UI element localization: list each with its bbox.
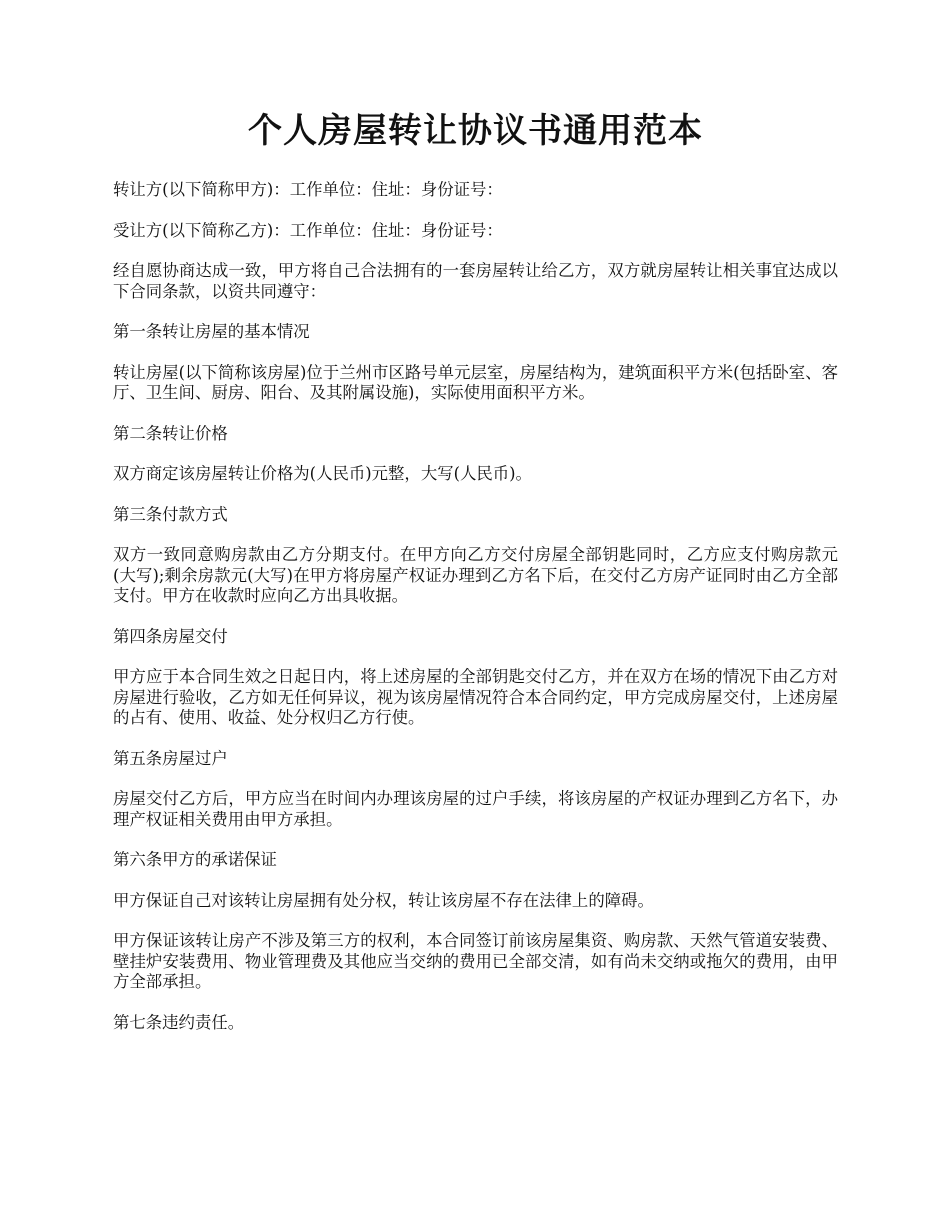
article-3-body: 双方一致同意购房款由乙方分期支付。在甲方向乙方交付房屋全部钥匙同时，乙方应支付购房款元(大写);剩余房款元(大写)在甲方将房屋产权证办理到乙方名下后，在交付乙方房产证同时由乙方全部支付。甲方在收款时应向乙方出具收据。 [113,545,838,605]
article-6-body-1: 甲方保证自己对该转让房屋拥有处分权，转让该房屋不存在法律上的障碍。 [113,890,654,910]
preamble-paragraph: 经自愿协商达成一致，甲方将自己合法拥有的一套房屋转让给乙方，双方就房屋转让相关事宜达成以下合同条款，以资共同遵守： [113,261,838,301]
article-6-heading: 第六条甲方的承诺保证 [113,850,277,869]
document-title: 个人房屋转让协议书通用范本 [248,111,703,151]
article-5-body: 房屋交付乙方后，甲方应当在时间内办理该房屋的过户手续，将该房屋的产权证办理到乙方名下，办理产权证相关费用由甲方承担。 [113,789,838,829]
article-2-body: 双方商定该房屋转让价格为(人民币)元整，大写(人民币)。 [113,464,532,483]
party-b-line: 受让方(以下简称乙方)：工作单位：住址：身份证号： [113,220,503,240]
party-a-line: 转让方(以下简称甲方)：工作单位：住址：身份证号： [113,180,503,199]
article-4-body: 甲方应于本合同生效之日起日内，将上述房屋的全部钥匙交付乙方，并在双方在场的情况下由乙方对房屋进行验收，乙方如无任何异议，视为该房屋情况符合本合同约定，甲方完成房屋交付，上述房屋的占有、使用、收益、处分权归乙方行使。 [113,667,838,727]
article-4-heading: 第四条房屋交付 [113,626,228,646]
article-6-body-2: 甲方保证该转让房产不涉及第三方的权利，本合同签订前该房屋集资、购房款、天然气管道安装费、壁挂炉安装费用、物业管理费及其他应当交纳的费用已全部交清，如有尚未交纳或拖欠的费用，由甲方全部承担。 [113,931,838,991]
article-3-heading: 第三条付款方式 [113,504,228,524]
article-2-heading: 第二条转让价格 [113,423,228,443]
article-5-heading: 第五条房屋过户 [113,748,228,768]
article-1-body: 转让房屋(以下简称该房屋)位于兰州市区路号单元层室，房屋结构为，建筑面积平方米(包括卧室、客厅、卫生间、厨房、阳台、及其附属设施)，实际使用面积平方米。 [113,362,838,402]
article-7-heading: 第七条违约责任。 [113,1012,245,1032]
article-1-heading: 第一条转让房屋的基本情况 [113,322,310,341]
